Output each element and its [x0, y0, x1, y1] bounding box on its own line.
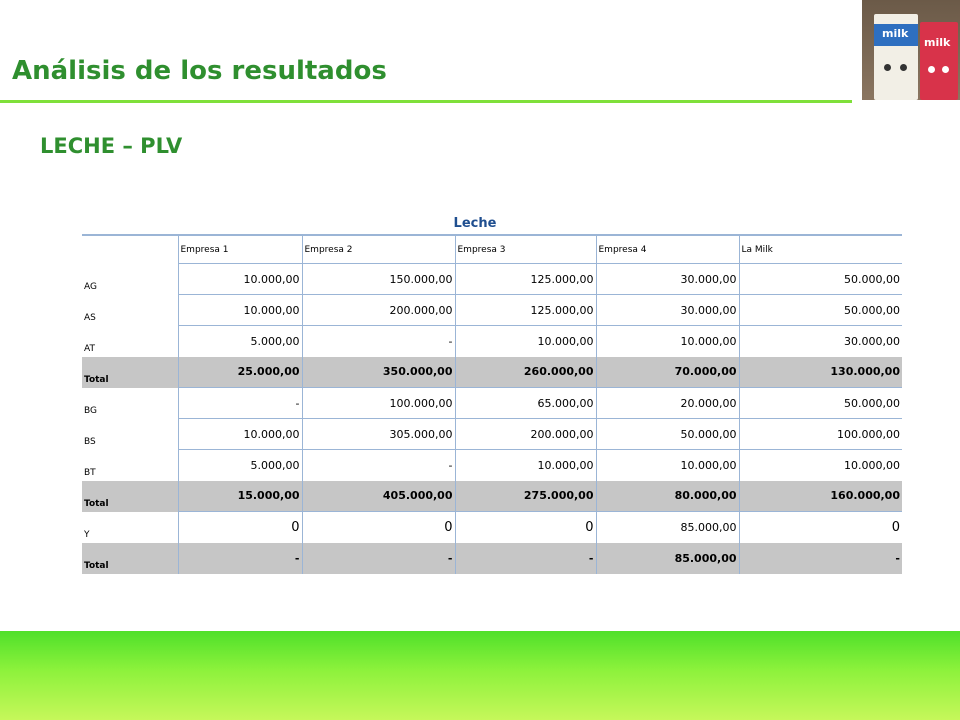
row-label: Total — [82, 543, 178, 574]
table-cell: - — [178, 388, 302, 419]
table-cell: - — [178, 543, 302, 574]
table-caption: Leche — [453, 216, 497, 231]
table-row — [82, 450, 902, 481]
carton-label: milk — [924, 36, 951, 49]
red-milk-carton — [920, 22, 958, 100]
table-row — [82, 419, 902, 450]
table-cell: - — [739, 543, 902, 574]
column-header: Empresa 4 — [596, 235, 739, 264]
total-row — [82, 357, 902, 388]
title-underline — [0, 100, 852, 103]
carton-eye — [942, 66, 949, 73]
table-cell: 5.000,00 — [178, 450, 302, 481]
results-table — [82, 234, 902, 574]
table-cell: 130.000,00 — [739, 357, 902, 388]
table-cell: 10.000,00 — [739, 450, 902, 481]
table-cell: 10.000,00 — [178, 419, 302, 450]
column-header: Empresa 3 — [455, 235, 596, 264]
table-cell: 10.000,00 — [596, 450, 739, 481]
table-cell: 10.000,00 — [455, 326, 596, 357]
table-cell: 200.000,00 — [302, 295, 455, 326]
table-cell: 85.000,00 — [596, 543, 739, 574]
total-row — [82, 543, 902, 574]
table-cell: 15.000,00 — [178, 481, 302, 512]
carton-eye — [900, 64, 907, 71]
row-label: BS — [84, 436, 96, 447]
table-cell: 405.000,00 — [302, 481, 455, 512]
table-cell: 0 — [455, 512, 596, 543]
table-cell: 260.000,00 — [455, 357, 596, 388]
carton-eye — [884, 64, 891, 71]
table-cell: 50.000,00 — [739, 295, 902, 326]
table-cell: 0 — [302, 512, 455, 543]
table-cell: 125.000,00 — [455, 264, 596, 295]
row-label: BT — [84, 467, 96, 478]
carton-label: milk — [882, 27, 909, 40]
footer-gradient-band — [0, 631, 960, 720]
table-cell: - — [302, 326, 455, 357]
table-header-row — [82, 235, 902, 264]
table-cell: - — [302, 543, 455, 574]
table-row — [82, 264, 902, 295]
table-cell: 305.000,00 — [302, 419, 455, 450]
table-row — [82, 295, 902, 326]
table-cell: 50.000,00 — [739, 264, 902, 295]
row-label: BG — [84, 405, 97, 416]
table-cell: 350.000,00 — [302, 357, 455, 388]
table-cell: 0 — [178, 512, 302, 543]
table-cell: 10.000,00 — [178, 295, 302, 326]
table-cell: 10.000,00 — [596, 326, 739, 357]
table-cell: 200.000,00 — [455, 419, 596, 450]
table-cell: 0 — [739, 512, 902, 543]
carton-eye — [928, 66, 935, 73]
table-cell: - — [302, 450, 455, 481]
table-cell: 10.000,00 — [178, 264, 302, 295]
table-cell: 5.000,00 — [178, 326, 302, 357]
row-label: Total — [82, 357, 178, 388]
table-cell: 30.000,00 — [596, 264, 739, 295]
table-cell: 85.000,00 — [596, 512, 739, 543]
table-cell: 125.000,00 — [455, 295, 596, 326]
row-label: AT — [84, 343, 95, 354]
column-header: La Milk — [739, 235, 902, 264]
header-corner — [82, 235, 178, 264]
table-cell: 20.000,00 — [596, 388, 739, 419]
table-cell: 80.000,00 — [596, 481, 739, 512]
table-row — [82, 388, 902, 419]
table-row — [82, 512, 902, 543]
table-cell: 65.000,00 — [455, 388, 596, 419]
table-row — [82, 326, 902, 357]
table-cell: 160.000,00 — [739, 481, 902, 512]
table-cell: 275.000,00 — [455, 481, 596, 512]
table-cell: 30.000,00 — [739, 326, 902, 357]
table-cell: 30.000,00 — [596, 295, 739, 326]
milk-cartons-image — [862, 0, 960, 100]
column-header: Empresa 1 — [178, 235, 302, 264]
table-cell: 70.000,00 — [596, 357, 739, 388]
row-label: AS — [84, 312, 96, 323]
section-subtitle: LECHE – PLV — [40, 134, 183, 158]
table-cell: 100.000,00 — [302, 388, 455, 419]
table-cell: 100.000,00 — [739, 419, 902, 450]
total-row — [82, 481, 902, 512]
table-cell: 25.000,00 — [178, 357, 302, 388]
table-cell: 10.000,00 — [455, 450, 596, 481]
row-label: Total — [82, 481, 178, 512]
table-cell: 150.000,00 — [302, 264, 455, 295]
row-label: Y — [84, 529, 90, 540]
slide-title: Análisis de los resultados — [12, 56, 387, 86]
table-cell: - — [455, 543, 596, 574]
row-label: AG — [84, 281, 97, 292]
table-cell: 50.000,00 — [596, 419, 739, 450]
column-header: Empresa 2 — [302, 235, 455, 264]
table-cell: 50.000,00 — [739, 388, 902, 419]
blue-milk-carton — [874, 14, 918, 100]
